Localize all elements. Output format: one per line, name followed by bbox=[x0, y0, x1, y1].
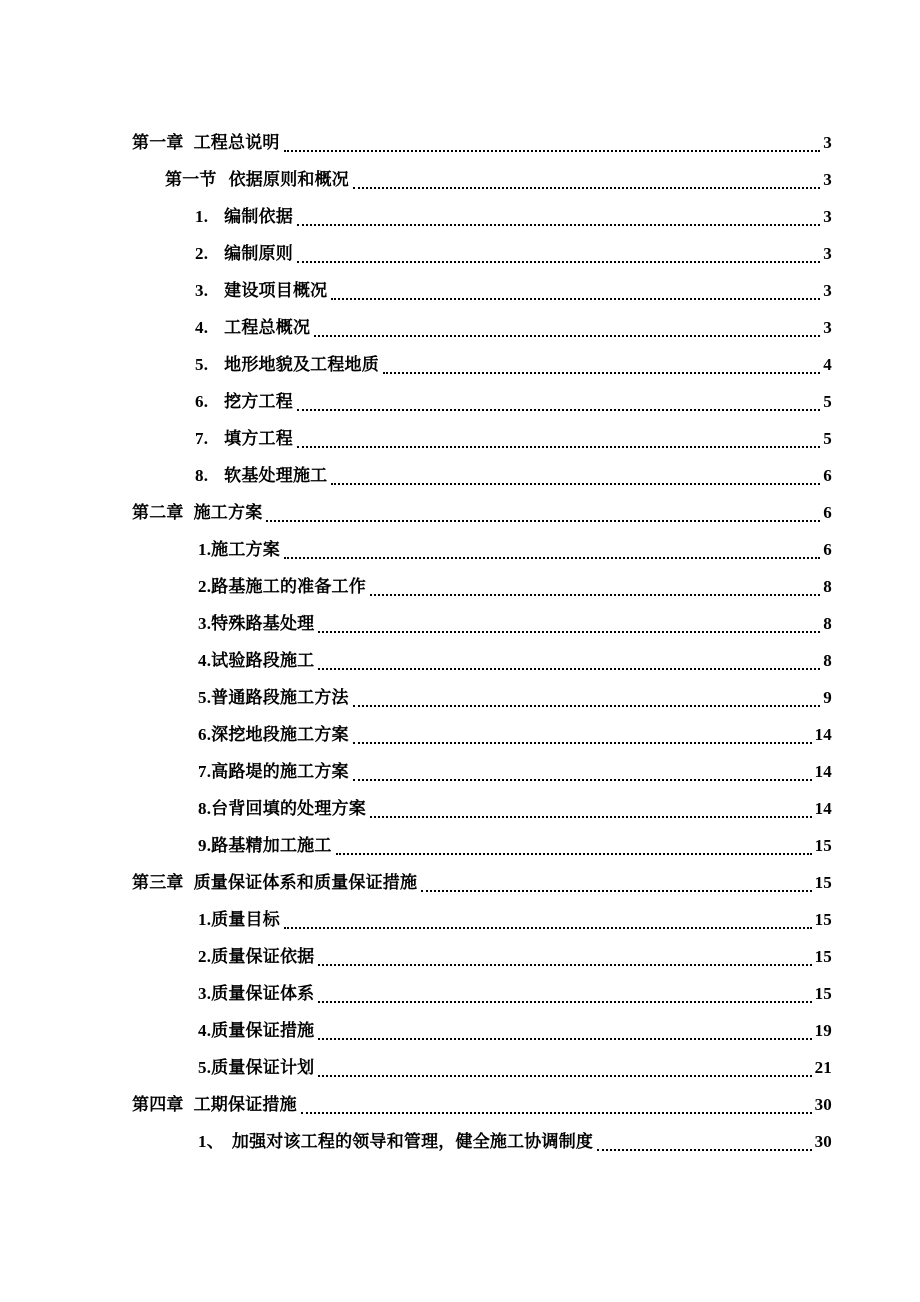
toc-entry-page: 14 bbox=[814, 725, 832, 744]
toc-entry[interactable] bbox=[132, 161, 832, 198]
toc-entry[interactable] bbox=[132, 420, 832, 457]
toc-entry[interactable] bbox=[132, 1049, 832, 1086]
toc-entry[interactable] bbox=[132, 938, 832, 975]
toc-entry-number: 4. bbox=[195, 318, 209, 337]
dot-leader bbox=[353, 716, 812, 744]
dot-leader bbox=[318, 605, 820, 633]
toc-entry-number: 5. bbox=[195, 355, 209, 374]
dot-leader bbox=[336, 827, 812, 855]
toc-entry-title: 编制依据 bbox=[224, 207, 293, 226]
toc-entry[interactable] bbox=[132, 346, 832, 383]
toc-entry[interactable] bbox=[132, 309, 832, 346]
toc-entry[interactable] bbox=[132, 1123, 832, 1160]
toc-entry-page: 3 bbox=[823, 170, 832, 189]
dot-leader bbox=[284, 124, 821, 152]
toc-entry-number: 3. bbox=[198, 984, 212, 1003]
dot-leader bbox=[331, 457, 820, 485]
toc-entry-page: 5 bbox=[823, 429, 832, 448]
toc-entry[interactable] bbox=[132, 864, 832, 901]
dot-leader bbox=[297, 198, 820, 226]
toc-entry[interactable] bbox=[132, 531, 832, 568]
toc-entry[interactable] bbox=[132, 272, 832, 309]
toc-entry-page: 3 bbox=[823, 318, 832, 337]
toc-entry-number: 4. bbox=[198, 1021, 212, 1040]
toc-entry-title: 质量保证体系 bbox=[211, 984, 315, 1003]
dot-leader bbox=[297, 235, 820, 263]
toc-entry[interactable] bbox=[132, 235, 832, 272]
dot-leader bbox=[383, 346, 820, 374]
toc-entry-number: 6. bbox=[198, 725, 212, 744]
toc-entry-number: 1. bbox=[198, 910, 212, 929]
toc-entry-number: 8. bbox=[195, 466, 209, 485]
toc-entry-page: 15 bbox=[814, 873, 832, 892]
dot-leader bbox=[370, 568, 820, 596]
toc-entry-page: 6 bbox=[823, 466, 832, 485]
dot-leader bbox=[597, 1123, 811, 1151]
toc-entry-page: 30 bbox=[814, 1132, 832, 1151]
toc-entry-title: 建设项目概况 bbox=[224, 281, 328, 300]
toc-entry[interactable] bbox=[132, 198, 832, 235]
toc-entry-page: 8 bbox=[823, 577, 832, 596]
toc-entry-title: 挖方工程 bbox=[224, 392, 293, 411]
toc-entry[interactable] bbox=[132, 1086, 832, 1123]
toc-entry-title: 施工方案 bbox=[211, 540, 280, 559]
toc-entry-page: 4 bbox=[823, 355, 832, 374]
toc-entry-title: 普通路段施工方法 bbox=[211, 688, 349, 707]
toc-entry-page: 15 bbox=[814, 836, 832, 855]
toc-entry[interactable] bbox=[132, 124, 832, 161]
toc-entry-title: 质量保证依据 bbox=[211, 947, 315, 966]
toc-entry-number: 2. bbox=[195, 244, 209, 263]
toc-entry-page: 30 bbox=[814, 1095, 832, 1114]
dot-leader bbox=[266, 494, 820, 522]
toc-entry-title: 质量保证计划 bbox=[211, 1058, 315, 1077]
toc-entry[interactable] bbox=[132, 975, 832, 1012]
toc-entry-number: 9. bbox=[198, 836, 212, 855]
toc-entry-page: 19 bbox=[814, 1021, 832, 1040]
toc-entry-number: 第三章 bbox=[132, 873, 184, 892]
toc-entry-title: 深挖地段施工方案 bbox=[211, 725, 349, 744]
toc-entry-number: 1. bbox=[198, 540, 212, 559]
toc-entry[interactable] bbox=[132, 901, 832, 938]
dot-leader bbox=[318, 1012, 811, 1040]
toc-entry[interactable] bbox=[132, 457, 832, 494]
dot-leader bbox=[353, 679, 821, 707]
dot-leader bbox=[318, 975, 811, 1003]
toc-entry-page: 8 bbox=[823, 651, 832, 670]
toc-entry-title: 编制原则 bbox=[224, 244, 293, 263]
dot-leader bbox=[297, 383, 820, 411]
toc-entry[interactable] bbox=[132, 679, 832, 716]
toc-entry-page: 15 bbox=[814, 947, 832, 966]
toc-entry-title: 地形地貌及工程地质 bbox=[224, 355, 379, 374]
toc-entry-page: 8 bbox=[823, 614, 832, 633]
toc-entry-page: 21 bbox=[814, 1058, 832, 1077]
toc-entry-page: 3 bbox=[823, 244, 832, 263]
toc-entry-title: 加强对该工程的领导和管理，健全施工协调制度 bbox=[231, 1132, 594, 1151]
dot-leader bbox=[318, 642, 820, 670]
toc-entry-page: 14 bbox=[814, 762, 832, 781]
toc-entry-number: 第二章 bbox=[132, 503, 184, 522]
toc bbox=[132, 124, 832, 1160]
toc-entry-number: 5. bbox=[198, 688, 212, 707]
toc-entry-title: 依据原则和概况 bbox=[228, 170, 350, 189]
toc-entry[interactable] bbox=[132, 716, 832, 753]
toc-entry-page: 14 bbox=[814, 799, 832, 818]
toc-entry-number: 5. bbox=[198, 1058, 212, 1077]
toc-entry-number: 1、 bbox=[198, 1132, 224, 1151]
toc-entry-title: 质量保证体系和质量保证措施 bbox=[193, 873, 418, 892]
toc-entry-number: 第一节 bbox=[165, 170, 217, 189]
toc-entry[interactable] bbox=[132, 605, 832, 642]
toc-entry-page: 3 bbox=[823, 281, 832, 300]
toc-entry[interactable] bbox=[132, 827, 832, 864]
toc-entry-title: 特殊路基处理 bbox=[211, 614, 315, 633]
toc-entry-number: 4. bbox=[198, 651, 212, 670]
dot-leader bbox=[301, 1086, 812, 1114]
toc-entry-title: 质量保证措施 bbox=[211, 1021, 315, 1040]
toc-entry-page: 6 bbox=[823, 503, 832, 522]
toc-entry-number: 第一章 bbox=[132, 133, 184, 152]
toc-entry-number: 3. bbox=[195, 281, 209, 300]
toc-entry-number: 8. bbox=[198, 799, 212, 818]
toc-entry[interactable] bbox=[132, 568, 832, 605]
toc-entry-number: 3. bbox=[198, 614, 212, 633]
toc-entry-number: 7. bbox=[195, 429, 209, 448]
toc-entry-page: 3 bbox=[823, 133, 832, 152]
dot-leader bbox=[284, 901, 812, 929]
dot-leader bbox=[353, 161, 820, 189]
dot-leader bbox=[314, 309, 820, 337]
dot-leader bbox=[318, 938, 811, 966]
toc-entry-title: 试验路段施工 bbox=[211, 651, 315, 670]
toc-entry-title: 台背回填的处理方案 bbox=[211, 799, 366, 818]
toc-entry-title: 路基施工的准备工作 bbox=[211, 577, 366, 596]
toc-entry-page: 15 bbox=[814, 984, 832, 1003]
toc-entry-title: 路基精加工施工 bbox=[211, 836, 332, 855]
toc-entry[interactable] bbox=[132, 642, 832, 679]
toc-entry-number: 2. bbox=[198, 577, 212, 596]
toc-entry-title: 填方工程 bbox=[224, 429, 293, 448]
dot-leader bbox=[331, 272, 820, 300]
toc-entry-title: 工程总概况 bbox=[224, 318, 311, 337]
dot-leader bbox=[297, 420, 820, 448]
dot-leader bbox=[421, 864, 811, 892]
toc-entry-page: 9 bbox=[823, 688, 832, 707]
toc-entry-number: 2. bbox=[198, 947, 212, 966]
dot-leader bbox=[370, 790, 812, 818]
toc-entry-title: 施工方案 bbox=[193, 503, 263, 522]
toc-entry-title: 工程总说明 bbox=[193, 133, 280, 152]
toc-entry-page: 3 bbox=[823, 207, 832, 226]
toc-entry-number: 7. bbox=[198, 762, 212, 781]
toc-entry[interactable] bbox=[132, 1012, 832, 1049]
toc-entry[interactable] bbox=[132, 494, 832, 531]
toc-entry[interactable] bbox=[132, 753, 832, 790]
toc-entry[interactable] bbox=[132, 790, 832, 827]
toc-entry-page: 5 bbox=[823, 392, 832, 411]
toc-entry-page: 6 bbox=[823, 540, 832, 559]
toc-entry-title: 高路堤的施工方案 bbox=[211, 762, 349, 781]
dot-leader bbox=[318, 1049, 811, 1077]
toc-entry-title: 质量目标 bbox=[211, 910, 280, 929]
dot-leader bbox=[284, 531, 820, 559]
toc-entry-number: 1. bbox=[195, 207, 209, 226]
toc-entry-number: 6. bbox=[195, 392, 209, 411]
toc-entry-title: 工期保证措施 bbox=[193, 1095, 297, 1114]
toc-entry-page: 15 bbox=[814, 910, 832, 929]
toc-entry[interactable] bbox=[132, 383, 832, 420]
toc-entry-number: 第四章 bbox=[132, 1095, 184, 1114]
dot-leader bbox=[353, 753, 812, 781]
toc-entry-title: 软基处理施工 bbox=[224, 466, 328, 485]
